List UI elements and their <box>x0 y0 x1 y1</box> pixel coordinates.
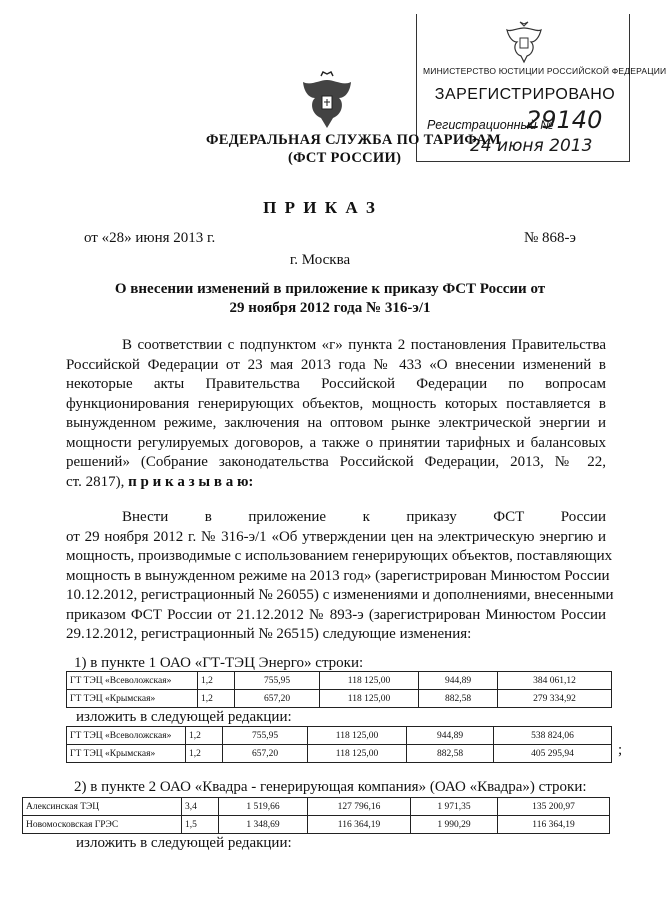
para1-line: Российской Федерации от 23 мая 2013 года № 433 «О внесении изменений в <box>66 357 606 373</box>
table-cell: 657,20 <box>235 690 320 708</box>
para1-citation: ст. 2817), <box>66 474 125 490</box>
para2-line: приказом ФСТ России от 21.12.2012 № 893-э (зарегистрирован Минюстом России <box>66 607 606 623</box>
emblem-icon <box>503 20 545 64</box>
table-cell: 118 125,00 <box>320 690 419 708</box>
table-row <box>23 816 610 834</box>
handwritten-reg-date: 24 июня 2013 <box>470 136 593 156</box>
table-row <box>67 745 612 763</box>
para1-line: В соответствии с подпунктом «г» пункта 2 постановления Правительства <box>122 337 606 353</box>
para2-line: мощность, производимые с использованием генерирующих объектов, поставляющих <box>66 548 613 564</box>
item1-replace-text: изложить в следующей редакции: <box>76 709 292 725</box>
item1-new-table <box>66 726 612 763</box>
table-cell: 1,2 <box>186 745 223 763</box>
doc-number: № 868-э <box>524 230 576 246</box>
item2-old-table <box>22 797 610 834</box>
doc-type: П Р И К А З <box>263 198 377 217</box>
table-cell: 127 796,16 <box>308 798 411 816</box>
para2-line: от 29 ноября 2012 г. № 316-э/1 «Об утверждении цен на электрическую энергию и <box>66 529 606 545</box>
coat-of-arms-icon <box>299 70 355 132</box>
agency-abbr: (ФСТ РОССИИ) <box>288 150 402 166</box>
para1-line: функционирования генерирующих объектов, мощность которых поставляется в <box>66 396 606 412</box>
table-cell: 1 348,69 <box>219 816 308 834</box>
para1-line: мощности регулируемых договоров, а также о принятии тарифных и балансовых <box>66 435 606 451</box>
para1-line: некоторые акты Правительства Российской Федерации по вопросам <box>66 376 606 392</box>
table-cell: 118 125,00 <box>320 672 419 690</box>
order-word: п р и к а з ы в а ю: <box>128 474 254 490</box>
table-cell: ГТ ТЭЦ «Крымская» <box>67 690 198 708</box>
table-cell: 1,2 <box>198 672 235 690</box>
table-cell: Алексинская ТЭЦ <box>23 798 182 816</box>
item1-old-table <box>66 671 612 708</box>
para2-line: 29.12.2012, регистрационный № 26515) следующие изменения: <box>66 626 472 642</box>
table-cell: 118 125,00 <box>308 745 407 763</box>
table-cell: 1,2 <box>198 690 235 708</box>
stamp-registered: ЗАРЕГИСТРИРОВАНО <box>434 86 616 103</box>
table-cell: ГТ ТЭЦ «Всеволожская» <box>67 672 198 690</box>
para1-line: решений» (Собрание законодательства Российской Федерации, 2013, № 22, <box>66 454 606 470</box>
table-cell: 538 824,06 <box>494 727 612 745</box>
table-cell: 755,95 <box>223 727 308 745</box>
table-cell: 1 971,35 <box>411 798 498 816</box>
table-row <box>67 690 612 708</box>
table-cell: 755,95 <box>235 672 320 690</box>
item1-heading: 1) в пункте 1 ОАО «ГТ-ТЭЦ Энерго» строки: <box>74 655 364 671</box>
table-cell: 3,4 <box>182 798 219 816</box>
table-cell: 279 334,92 <box>498 690 612 708</box>
table-cell: 116 364,19 <box>498 816 610 834</box>
table-cell: ГТ ТЭЦ «Всеволожская» <box>67 727 186 745</box>
stamp-ministry: МИНИСТЕРСТВО ЮСТИЦИИ РОССИЙСКОЙ ФЕДЕРАЦИИ <box>423 66 666 76</box>
table-cell: 1,2 <box>186 727 223 745</box>
stamp-reg-label: Регистрационный № <box>427 118 554 132</box>
para2-line: Внести в приложение к приказу ФСТ России <box>122 509 606 525</box>
doc-title-line2: 29 ноября 2012 года № 316-э/1 <box>229 300 431 316</box>
table-cell: 1 990,29 <box>411 816 498 834</box>
table-row <box>67 727 612 745</box>
table-row <box>67 672 612 690</box>
table-cell: 1,5 <box>182 816 219 834</box>
handwritten-reg-number: 29140 <box>526 106 603 134</box>
para1-line: вынужденном режиме, заключения на оптовом рынке электрической энергии и <box>66 415 606 431</box>
table-cell: 657,20 <box>223 745 308 763</box>
table-cell: 944,89 <box>407 727 494 745</box>
table-cell: 882,58 <box>419 690 498 708</box>
table-cell: Новомосковская ГРЭС <box>23 816 182 834</box>
table-cell: 116 364,19 <box>308 816 411 834</box>
table-cell: 944,89 <box>419 672 498 690</box>
table-row <box>23 798 610 816</box>
para2-line: 10.12.2012, регистрационный № 26055) с изменениями и дополнениями, внесенными <box>66 587 614 603</box>
item2-heading: 2) в пункте 2 ОАО «Квадра - генерирующая компания» (ОАО «Квадра») строки: <box>74 779 587 795</box>
para1-line-last <box>66 473 606 492</box>
table-cell: 118 125,00 <box>308 727 407 745</box>
doc-date: от «28» июня 2013 г. <box>84 230 216 246</box>
doc-title-line1: О внесении изменений в приложение к приказу ФСТ России от <box>114 281 546 297</box>
table-cell: ГТ ТЭЦ «Крымская» <box>67 745 186 763</box>
table-cell: 405 295,94 <box>494 745 612 763</box>
table-cell: 1 519,66 <box>219 798 308 816</box>
doc-city: г. Москва <box>289 252 351 268</box>
table-cell: 135 200,97 <box>498 798 610 816</box>
table-cell: 882,58 <box>407 745 494 763</box>
item2-replace-text: изложить в следующей редакции: <box>76 835 292 851</box>
table-cell: 384 061,12 <box>498 672 612 690</box>
item1-semicolon: ; <box>618 742 623 758</box>
para2-line: мощность в вынужденном режиме на 2013 год» (зарегистрирован Минюстом России <box>66 568 610 584</box>
agency-name: ФЕДЕРАЛЬНАЯ СЛУЖБА ПО ТАРИФАМ <box>206 132 502 148</box>
